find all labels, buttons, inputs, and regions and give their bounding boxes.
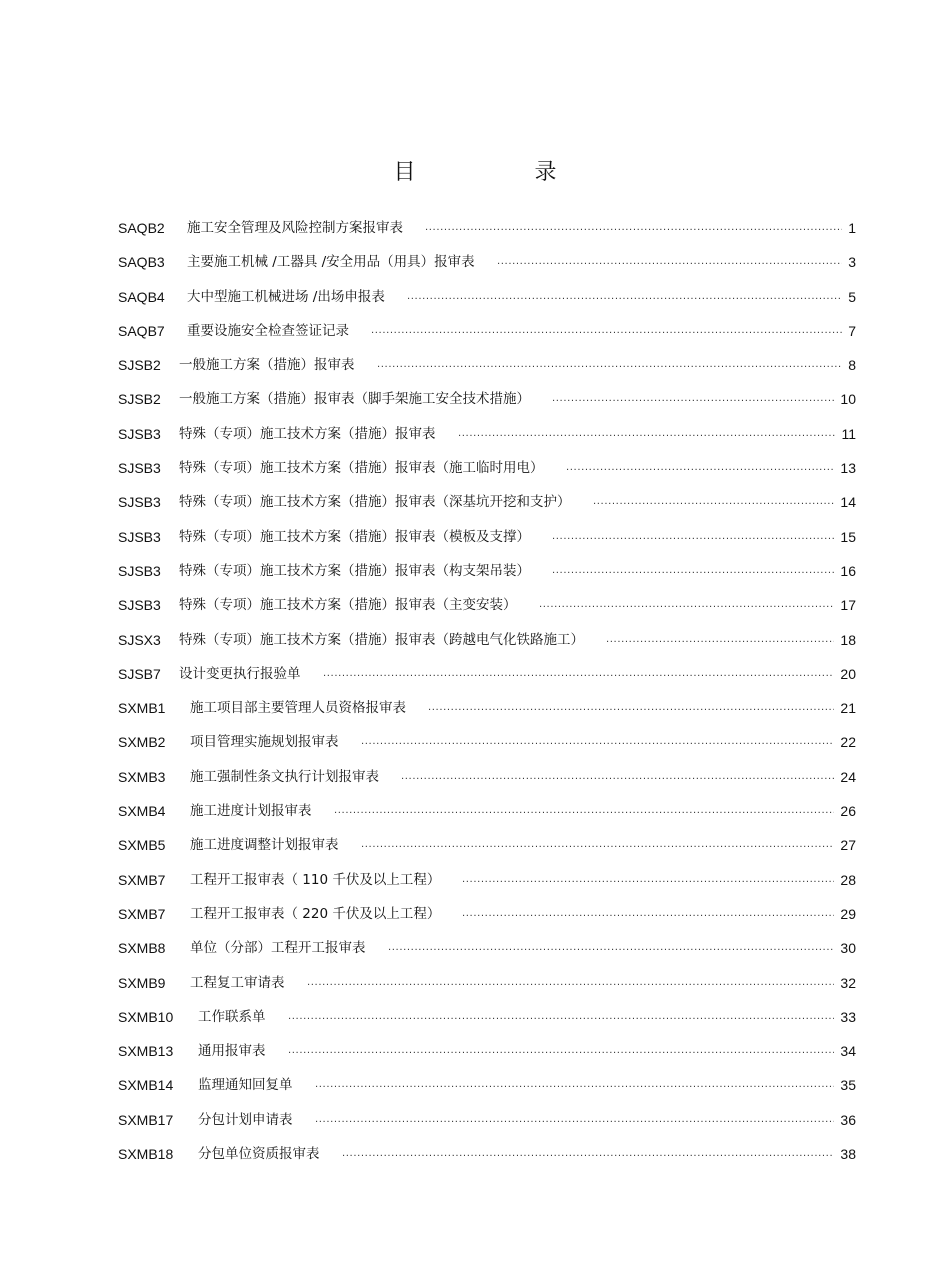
toc-entry-title: 大中型施工机械进场 /出场申报表: [187, 288, 385, 305]
toc-entry-leader: [315, 1103, 834, 1137]
toc-entry-leader: [288, 1000, 834, 1034]
toc-entry-title: 监理通知回复单: [198, 1077, 293, 1094]
toc-entry-page-number: 7: [848, 322, 856, 339]
toc-entry[interactable]: [118, 828, 856, 862]
toc-entry-title: 施工进度调整计划报审表: [190, 837, 339, 854]
toc-entry-leader: [462, 863, 834, 897]
toc-entry[interactable]: [118, 931, 856, 965]
toc-entry-code: SXMB10: [118, 1008, 174, 1025]
toc-entry-code: SAQB7: [118, 322, 165, 339]
toc-entry[interactable]: [118, 348, 856, 382]
toc-entry-title: 特殊（专项）施工技术方案（措施）报审表（跨越电气化铁路施工）: [179, 631, 584, 648]
toc-entry[interactable]: [118, 760, 856, 794]
toc-entry-page-number: 27: [840, 837, 856, 854]
toc-entry-title: 一般施工方案（措施）报审表: [179, 357, 355, 374]
toc-entry-title: 单位（分部）工程开工报审表: [190, 940, 366, 957]
toc-entry-title: 设计变更执行报验单: [179, 665, 301, 682]
toc-entry-code: SXMB7: [118, 871, 166, 888]
toc-entry-leader: [334, 794, 834, 828]
toc-entry-page-number: 20: [840, 665, 856, 682]
toc-entry-code: SXMB13: [118, 1043, 174, 1060]
toc-entry-leader: [425, 211, 842, 245]
toc-entry[interactable]: [118, 863, 856, 897]
toc-entry-leader: [552, 554, 834, 588]
toc-entry-leader: [371, 314, 842, 348]
toc-entry[interactable]: [118, 211, 856, 245]
toc-entry-leader: [552, 520, 834, 554]
toc-entry-leader: [497, 245, 842, 279]
toc-entry-page-number: 5: [848, 288, 856, 305]
toc-entry-leader: [593, 485, 834, 519]
toc-entry-leader: [539, 588, 834, 622]
toc-entry-leader: [361, 725, 834, 759]
toc-entry-code: SJSB3: [118, 494, 161, 511]
toc-entry-code: SXMB1: [118, 700, 166, 717]
toc-entry-page-number: 15: [840, 528, 856, 545]
toc-entry[interactable]: [118, 554, 856, 588]
toc-entry[interactable]: [118, 417, 856, 451]
toc-entry-code: SXMB4: [118, 803, 166, 820]
toc-entry-leader: [458, 417, 835, 451]
toc-entry-title: 特殊（专项）施工技术方案（措施）报审表（模板及支撑）: [179, 528, 530, 545]
toc-entry-page-number: 14: [840, 494, 856, 511]
toc-entry-page-number: 26: [840, 803, 856, 820]
toc-entry-code: SJSB2: [118, 357, 161, 374]
toc-entry-code: SJSB3: [118, 425, 161, 442]
toc-entry[interactable]: [118, 245, 856, 279]
toc-entry-title: 特殊（专项）施工技术方案（措施）报审表（施工临时用电）: [179, 460, 544, 477]
toc-entry-leader: [462, 897, 834, 931]
toc-entry-title: 分包单位资质报审表: [198, 1146, 320, 1163]
toc-entry-page-number: 21: [840, 700, 856, 717]
toc-entry-leader: [288, 1034, 834, 1068]
toc-entry-title: 施工项目部主要管理人员资格报审表: [190, 700, 406, 717]
toc-entry-code: SXMB2: [118, 734, 166, 751]
toc-entry-code: SXMB7: [118, 905, 166, 922]
toc-entry[interactable]: [118, 382, 856, 416]
toc-entry-page-number: 34: [840, 1043, 856, 1060]
toc-entry-leader: [606, 623, 834, 657]
toc-entry[interactable]: [118, 1000, 856, 1034]
toc-title: 目 录: [393, 160, 613, 185]
toc-entry[interactable]: [118, 794, 856, 828]
toc-entry-page-number: 36: [840, 1111, 856, 1128]
toc-entry-title: 分包计划申请表: [198, 1111, 293, 1128]
toc-entry-code: SXMB8: [118, 940, 166, 957]
toc-entry-title: 特殊（专项）施工技术方案（措施）报审表（主变安装）: [179, 597, 517, 614]
toc-entry-page-number: 35: [840, 1077, 856, 1094]
toc-entry-leader: [407, 280, 842, 314]
toc-entry-title: 工程开工报审表（ 220 千伏及以上工程）: [190, 905, 441, 922]
toc-entry-page-number: 10: [840, 391, 856, 408]
toc-entry[interactable]: [118, 588, 856, 622]
toc-entry-code: SXMB14: [118, 1077, 174, 1094]
toc-entry-leader: [428, 691, 834, 725]
toc-entry[interactable]: [118, 725, 856, 759]
toc-entry-code: SJSB3: [118, 460, 161, 477]
toc-entry-page-number: 29: [840, 905, 856, 922]
toc-entry-leader: [315, 1068, 834, 1102]
toc-entry-page-number: 16: [840, 562, 856, 579]
toc-entry-leader: [566, 451, 834, 485]
toc-entry[interactable]: [118, 520, 856, 554]
toc-entry-code: SAQB3: [118, 254, 165, 271]
toc-entry-code: SXMB17: [118, 1111, 174, 1128]
toc-entry-page-number: 1: [848, 220, 856, 236]
toc-list: [118, 211, 856, 1171]
toc-entry-title: 重要设施安全检查签证记录: [187, 322, 349, 339]
toc-entry-title: 施工进度计划报审表: [190, 803, 312, 820]
toc-entry-code: SXMB9: [118, 974, 166, 991]
toc-entry-page-number: 22: [840, 734, 856, 751]
toc-entry-leader: [388, 931, 834, 965]
toc-entry[interactable]: [118, 691, 856, 725]
toc-entry[interactable]: [118, 451, 856, 485]
toc-entry-title: 特殊（专项）施工技术方案（措施）报审表（深基坑开挖和支护）: [179, 494, 571, 511]
toc-entry-title: 特殊（专项）施工技术方案（措施）报审表（构支架吊装）: [179, 562, 530, 579]
toc-entry-leader: [342, 1137, 834, 1171]
toc-entry-code: SAQB2: [118, 220, 165, 236]
toc-entry[interactable]: [118, 897, 856, 931]
toc-entry-code: SJSB3: [118, 528, 161, 545]
toc-entry-page-number: 33: [840, 1008, 856, 1025]
toc-entry[interactable]: [118, 1103, 856, 1137]
toc-entry[interactable]: [118, 623, 856, 657]
toc-entry-page-number: 17: [840, 597, 856, 614]
toc-entry-page-number: 38: [840, 1146, 856, 1163]
toc-entry-title: 工程复工审请表: [190, 974, 285, 991]
toc-entry[interactable]: [118, 966, 856, 1000]
toc-entry-page-number: 3: [848, 254, 856, 271]
toc-entry-code: SXMB3: [118, 768, 166, 785]
toc-entry-title: 施工安全管理及风险控制方案报审表: [187, 220, 403, 236]
toc-entry-title: 施工强制性条文执行计划报审表: [190, 768, 379, 785]
toc-entry-page-number: 32: [840, 974, 856, 991]
toc-entry[interactable]: [118, 314, 856, 348]
toc-entry-page-number: 30: [840, 940, 856, 957]
toc-entry-page-number: 24: [840, 768, 856, 785]
toc-entry[interactable]: [118, 657, 856, 691]
toc-entry-code: SXMB5: [118, 837, 166, 854]
toc-entry-title: 一般施工方案（措施）报审表（脚手架施工安全技术措施）: [179, 391, 530, 408]
toc-entry[interactable]: [118, 1137, 856, 1171]
toc-entry-leader: [323, 657, 834, 691]
toc-entry-title: 工作联系单: [198, 1008, 266, 1025]
toc-entry-page-number: 18: [840, 631, 856, 648]
toc-entry[interactable]: [118, 280, 856, 314]
toc-entry[interactable]: [118, 1034, 856, 1068]
toc-entry-title: 特殊（专项）施工技术方案（措施）报审表: [179, 425, 436, 442]
toc-entry-leader: [361, 828, 834, 862]
toc-entry-code: SXMB18: [118, 1146, 174, 1163]
toc-entry-code: SAQB4: [118, 288, 165, 305]
toc-entry-title: 工程开工报审表（ 110 千伏及以上工程）: [190, 871, 441, 888]
toc-entry-code: SJSB2: [118, 391, 161, 408]
toc-entry-title: 通用报审表: [198, 1043, 266, 1060]
toc-entry-leader: [401, 760, 834, 794]
toc-entry-code: SJSX3: [118, 631, 161, 648]
toc-entry-page-number: 8: [848, 357, 856, 374]
toc-entry-code: SJSB3: [118, 597, 161, 614]
toc-entry-code: SJSB7: [118, 665, 161, 682]
toc-entry-leader: [377, 348, 842, 382]
toc-entry-title: 主要施工机械 /工器具 /安全用品（用具）报审表: [187, 254, 475, 271]
toc-entry-page-number: 28: [840, 871, 856, 888]
toc-entry-title: 项目管理实施规划报审表: [190, 734, 339, 751]
toc-entry-page-number: 11: [841, 425, 856, 442]
toc-entry-leader: [307, 966, 834, 1000]
toc-entry-code: SJSB3: [118, 562, 161, 579]
toc-entry[interactable]: [118, 1068, 856, 1102]
toc-entry[interactable]: [118, 485, 856, 519]
toc-entry-page-number: 13: [840, 460, 856, 477]
toc-entry-leader: [552, 382, 834, 416]
